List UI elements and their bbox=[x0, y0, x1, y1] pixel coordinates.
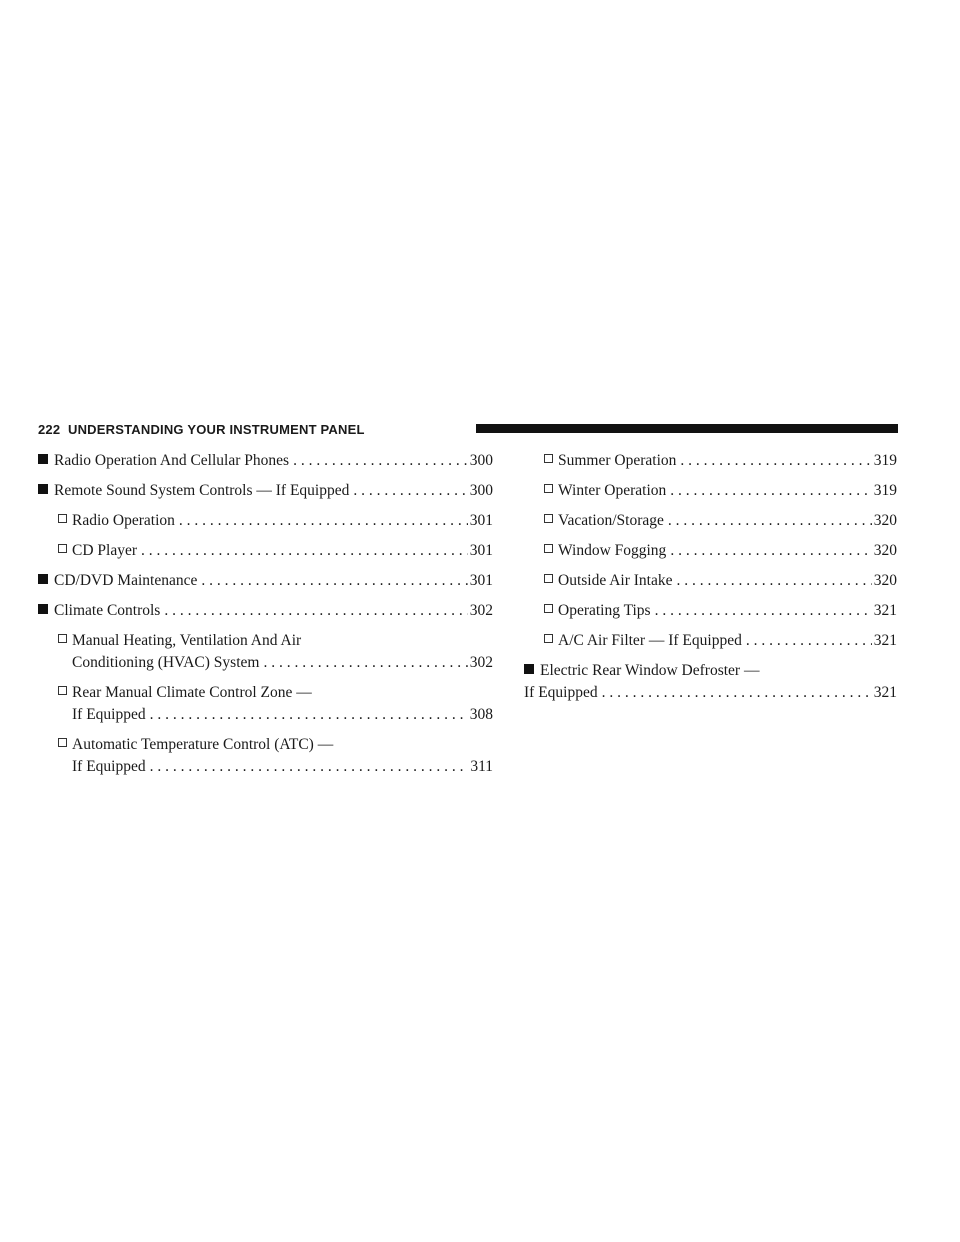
toc-entry[interactable] bbox=[38, 682, 493, 726]
toc-entry-title: Conditioning (HVAC) System bbox=[72, 654, 260, 671]
toc-entry-title: Manual Heating, Ventilation And Air bbox=[72, 632, 302, 649]
toc-page-number: 301 bbox=[469, 572, 493, 589]
toc-entry-title: If Equipped bbox=[72, 706, 146, 723]
toc-entry-title: A/C Air Filter — If Equipped bbox=[558, 632, 742, 649]
hollow-square-bullet-icon bbox=[58, 686, 67, 695]
hollow-square-bullet-icon bbox=[544, 484, 553, 493]
toc-page-number: 300 bbox=[469, 482, 493, 499]
toc-entry[interactable] bbox=[524, 480, 897, 502]
toc-page-number: 308 bbox=[469, 706, 493, 723]
hollow-square-bullet-icon bbox=[544, 604, 553, 613]
toc-entry-title: CD Player bbox=[72, 542, 138, 559]
toc-entry[interactable] bbox=[38, 570, 493, 592]
toc-entry[interactable] bbox=[524, 660, 897, 704]
toc-page-number: 321 bbox=[873, 632, 897, 649]
toc-entry[interactable] bbox=[524, 600, 897, 622]
toc-entry[interactable] bbox=[38, 734, 493, 778]
toc-entry[interactable] bbox=[38, 510, 493, 532]
toc-entry-title: If Equipped bbox=[524, 684, 598, 701]
filled-square-bullet-icon bbox=[524, 664, 534, 674]
dot-leader bbox=[150, 704, 468, 726]
hollow-square-bullet-icon bbox=[544, 514, 553, 523]
hollow-square-bullet-icon bbox=[58, 738, 67, 747]
header-rule bbox=[476, 424, 898, 433]
toc-entry-title: Radio Operation bbox=[72, 512, 175, 529]
toc-entry[interactable] bbox=[38, 630, 493, 674]
toc-entry[interactable] bbox=[38, 480, 493, 502]
toc-entry-title: Outside Air Intake bbox=[558, 572, 673, 589]
toc-page-number: 302 bbox=[469, 602, 493, 619]
hollow-square-bullet-icon bbox=[544, 634, 553, 643]
filled-square-bullet-icon bbox=[38, 484, 48, 494]
dot-leader bbox=[353, 480, 467, 502]
hollow-square-bullet-icon bbox=[544, 574, 553, 583]
page-number: 222 bbox=[38, 422, 61, 437]
filled-square-bullet-icon bbox=[38, 604, 48, 614]
dot-leader bbox=[293, 450, 468, 472]
dot-leader bbox=[746, 630, 872, 652]
page-header bbox=[38, 422, 898, 438]
toc-page-number: 320 bbox=[873, 542, 897, 559]
toc-entry-title: Automatic Temperature Control (ATC) — bbox=[72, 736, 334, 753]
toc-entry[interactable] bbox=[38, 540, 493, 562]
toc-page-number: 321 bbox=[873, 684, 897, 701]
toc-page-number: 311 bbox=[470, 758, 493, 775]
dot-leader bbox=[677, 570, 872, 592]
dot-leader bbox=[141, 540, 468, 562]
section-title: UNDERSTANDING YOUR INSTRUMENT PANEL bbox=[68, 422, 365, 437]
toc-entry-title: Electric Rear Window Defroster — bbox=[540, 662, 760, 679]
toc-entry-title: Vacation/Storage bbox=[558, 512, 664, 529]
toc-right-column bbox=[524, 450, 897, 712]
dot-leader bbox=[263, 652, 467, 674]
dot-leader bbox=[150, 756, 469, 778]
toc-page-number: 301 bbox=[469, 542, 493, 559]
toc-page-number: 320 bbox=[873, 572, 897, 589]
toc-page-number: 302 bbox=[469, 654, 493, 671]
hollow-square-bullet-icon bbox=[544, 454, 553, 463]
toc-left-column bbox=[38, 450, 493, 786]
toc-entry-title: If Equipped bbox=[72, 758, 146, 775]
toc-entry[interactable] bbox=[524, 450, 897, 472]
dot-leader bbox=[201, 570, 467, 592]
toc-entry-title: Radio Operation And Cellular Phones bbox=[54, 452, 290, 469]
dot-leader bbox=[668, 510, 872, 532]
toc-entry-title: Rear Manual Climate Control Zone — bbox=[72, 684, 312, 701]
toc-entry[interactable] bbox=[38, 450, 493, 472]
toc-entry-title: Winter Operation bbox=[558, 482, 667, 499]
hollow-square-bullet-icon bbox=[544, 544, 553, 553]
filled-square-bullet-icon bbox=[38, 454, 48, 464]
hollow-square-bullet-icon bbox=[58, 544, 67, 553]
toc-page-number: 319 bbox=[873, 482, 897, 499]
toc-entry[interactable] bbox=[524, 630, 897, 652]
dot-leader bbox=[670, 540, 871, 562]
toc-entry-title: Climate Controls bbox=[54, 602, 161, 619]
dot-leader bbox=[655, 600, 872, 622]
dot-leader bbox=[670, 480, 871, 502]
toc-entry[interactable] bbox=[524, 540, 897, 562]
toc-entry[interactable] bbox=[524, 510, 897, 532]
dot-leader bbox=[164, 600, 467, 622]
hollow-square-bullet-icon bbox=[58, 634, 67, 643]
toc-page-number: 301 bbox=[469, 512, 493, 529]
toc-page-number: 321 bbox=[873, 602, 897, 619]
hollow-square-bullet-icon bbox=[58, 514, 67, 523]
toc-entry[interactable] bbox=[38, 600, 493, 622]
toc-page-number: 300 bbox=[469, 452, 493, 469]
toc-entry-title: Window Fogging bbox=[558, 542, 667, 559]
toc-page-number: 320 bbox=[873, 512, 897, 529]
toc-entry[interactable] bbox=[524, 570, 897, 592]
toc-entry-title: CD/DVD Maintenance bbox=[54, 572, 198, 589]
dot-leader bbox=[680, 450, 871, 472]
filled-square-bullet-icon bbox=[38, 574, 48, 584]
dot-leader bbox=[602, 682, 872, 704]
toc-entry-title: Remote Sound System Controls — If Equipped bbox=[54, 482, 350, 499]
toc-entry-title: Operating Tips bbox=[558, 602, 651, 619]
toc-entry-title: Summer Operation bbox=[558, 452, 677, 469]
dot-leader bbox=[179, 510, 468, 532]
toc-page-number: 319 bbox=[873, 452, 897, 469]
